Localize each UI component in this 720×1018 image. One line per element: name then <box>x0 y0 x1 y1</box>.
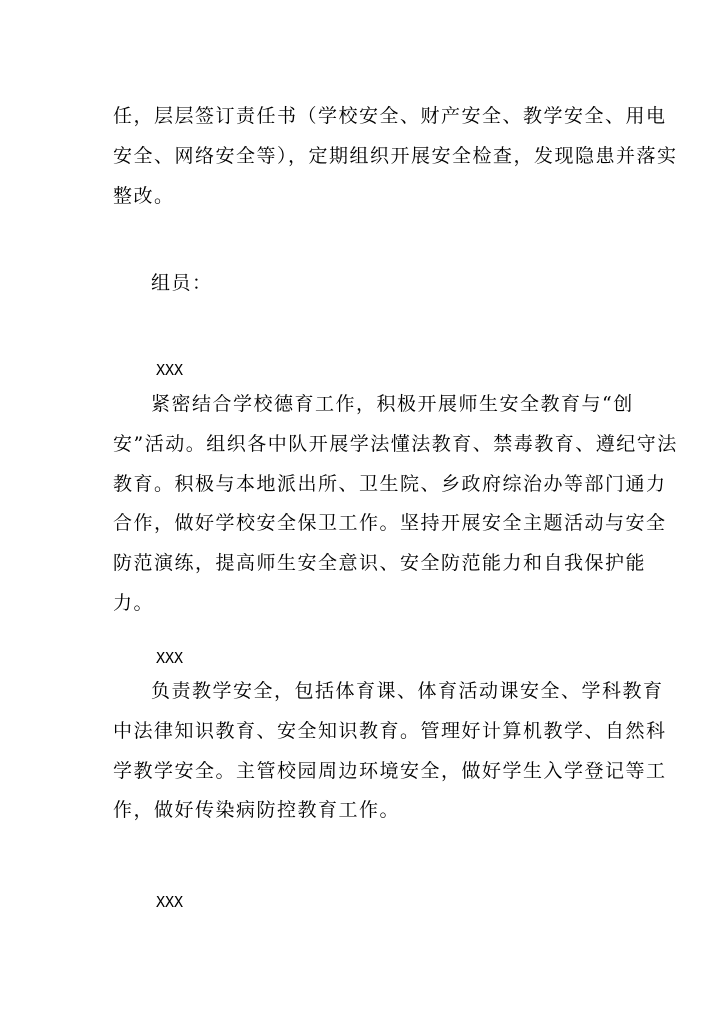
members-label: 组员： <box>151 272 213 294</box>
member-name-3: XXX <box>156 893 184 911</box>
member-duty-paragraph-1: 紧密结合学校德育工作，积极开展师生安全教育与“创安”活动。组织各中队开展学法懂法教育、禁毒教育、遵纪守法教育。积极与本地派出所、卫生院、乡政府综治办等部门通力合作，做好学校安全保卫工作。坚持开展安全主题活动与安全防范演练，提高师生安全意识、安全防范能力和自我保护能力。 <box>113 393 678 614</box>
member-name-1: XXX <box>156 361 184 379</box>
continuation-paragraph: 任，层层签订责任书（学校安全、财产安全、教学安全、用电安全、网络安全等），定期组织开展安全检查，发现隐患并落实整改。 <box>113 105 678 207</box>
member-duty-paragraph-2: 负责教学安全，包括体育课、体育活动课安全、学科教育中法律知识教育、安全知识教育。管理好计算机教学、自然科学教学安全。主管校园周边环境安全，做好学生入学登记等工作，做好传染病防控教育工作。 <box>113 680 667 822</box>
member-name-2: XXX <box>156 649 184 667</box>
